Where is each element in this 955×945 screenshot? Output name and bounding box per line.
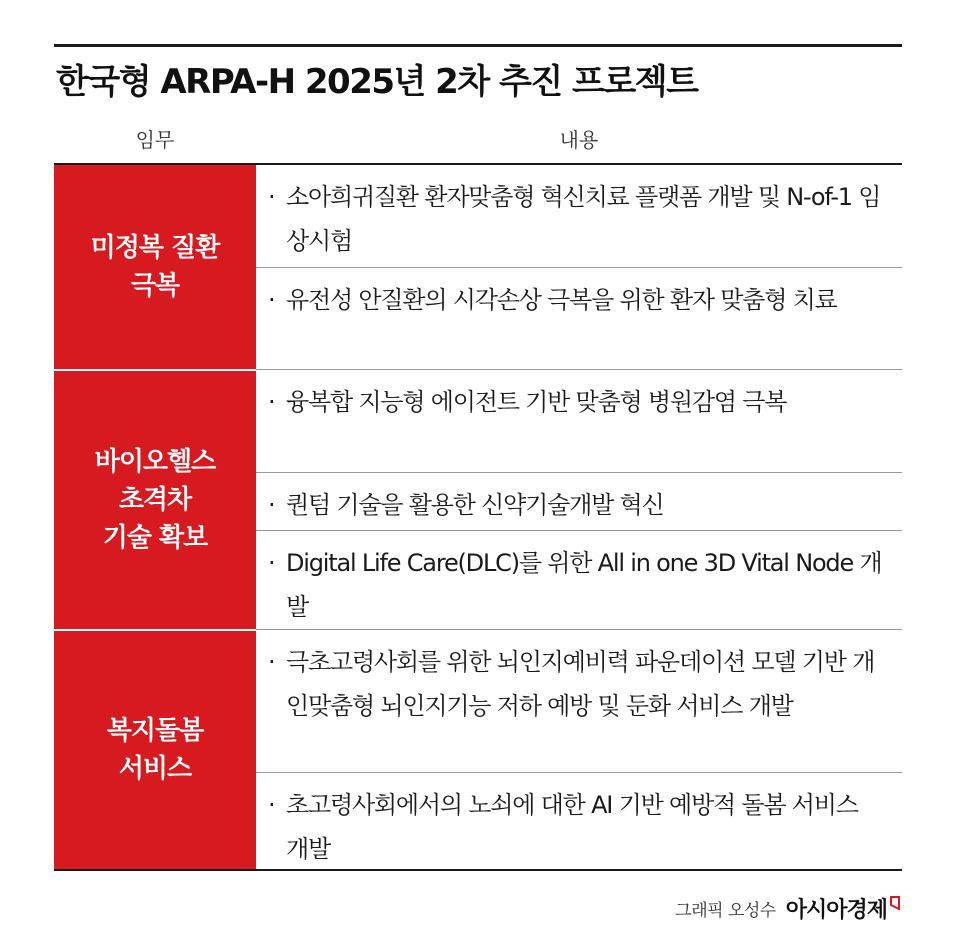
column-header-content: 내용 [559, 128, 599, 152]
bullet: · [268, 388, 275, 416]
brand-name: 아시아경제 [785, 898, 887, 923]
list-item [256, 268, 902, 369]
brand-mark-icon [890, 896, 900, 910]
item-text: 초고령사회에서의 노쇠에 대한 AI 기반 예방적 돌봄 서비스 개발 [286, 791, 858, 863]
mission-cell-unconquered-disease [54, 165, 256, 369]
bottom-rule [54, 869, 902, 871]
item-text: 소아희귀질환 환자맞춤형 혁신치료 플랫폼 개발 및 N-of-1 임상시험 [286, 183, 881, 255]
bullet: · [268, 648, 275, 676]
credit-label: 그래픽 오성수 [675, 901, 776, 921]
bullet: · [268, 183, 275, 211]
mission-label: 복지돌봄 서비스 [106, 716, 204, 784]
bullet: · [268, 791, 275, 819]
list-item [256, 531, 902, 629]
item-text: 극초고령사회를 위한 뇌인지예비력 파운데이션 모델 기반 개인맞춤형 뇌인지기능 저하 예방 및 둔화 서비스 개발 [286, 648, 875, 720]
bullet: · [268, 286, 275, 314]
list-item [256, 473, 902, 530]
mission-cell-biohealth [54, 371, 256, 629]
list-item [256, 630, 902, 772]
credit [675, 893, 900, 924]
item-text: 퀀텀 기술을 활용한 신약기술개발 혁신 [286, 491, 664, 519]
list-item [256, 773, 902, 869]
mission-label: 미정복 질환 극복 [90, 233, 220, 301]
bullet: · [268, 549, 275, 577]
column-header-mission: 임무 [135, 128, 175, 152]
mission-label: 바이오헬스 초격차 기술 확보 [94, 447, 216, 553]
mission-cell-welfare-care [54, 631, 256, 869]
list-item [256, 370, 902, 472]
item-text: Digital Life Care(DLC)를 위한 All in one 3D Vital Node 개발 [286, 549, 882, 621]
page-title: 한국형 ARPA-H 2025년 2차 추진 프로젝트 [56, 62, 698, 102]
item-text: 융복합 지능형 에이전트 기반 맞춤형 병원감염 극복 [286, 388, 787, 416]
list-item [256, 165, 902, 267]
item-text: 유전성 안질환의 시각손상 극복을 위한 환자 맞춤형 치료 [286, 286, 837, 314]
top-rule [54, 44, 902, 47]
bullet: · [268, 491, 275, 519]
